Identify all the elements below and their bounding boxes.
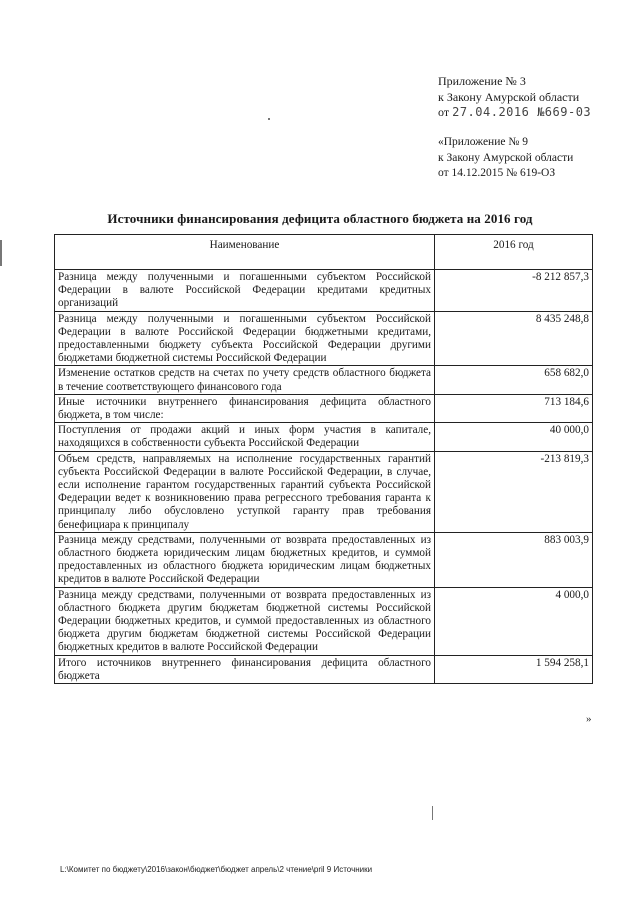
row-value: 4 000,0 [435, 587, 593, 655]
table-row [55, 311, 593, 366]
row-name: Иные источники внутреннего финансирования дефицита областного бюджета, в том числе: [55, 394, 435, 422]
table-row [55, 451, 593, 532]
table-row [55, 394, 593, 422]
row-value: 883 003,9 [435, 532, 593, 587]
appendix-date-line [438, 105, 591, 121]
scan-mark [0, 240, 2, 266]
table-row-total [55, 655, 593, 683]
row-name: Разница между полученными и погашенными субъектом Российской Федерации в валюте Российской Федерации кредитами кредитных организаций [55, 270, 435, 312]
row-name: Разница между полученными и погашенными субъектом Российской Федерации в валюте Российской Федерации бюджетными кредитами, предоставленными бюджету субъекта Российской Федерации другими бюджетами бюджетной системы Российской Федерации [55, 311, 435, 366]
file-path-footer: L:\Комитет по бюджету\2016\закон\бюджет\бюджет апрель\2 чтение\pril 9 Источники [60, 865, 373, 874]
closing-quote: » [586, 713, 592, 725]
table-row [55, 270, 593, 312]
previous-appendix-block [438, 135, 573, 182]
total-row-value: 1 594 258,1 [435, 655, 593, 683]
row-name: Поступления от продажи акций и иных форм участия в капитале, находящихся в собственности субъекта Российской Федерации [55, 423, 435, 451]
row-value: 40 000,0 [435, 423, 593, 451]
row-value: -213 819,3 [435, 451, 593, 532]
row-value: 8 435 248,8 [435, 311, 593, 366]
appendix-number: Приложение № 3 [438, 74, 526, 88]
column-header-year: 2016 год [435, 235, 593, 270]
row-name: Разница между средствами, полученными от возврата предоставленных из областного бюджета юридическим лицам бюджетных кредитов, и суммой предоставленных из областного бюджета юридическим лицам бюджетных кредитов в валюте Российской Федерации [55, 532, 435, 587]
appendix-block [438, 74, 591, 121]
row-name: Разница между средствами, полученными от возврата предоставленных из областного бюджета другим бюджетам бюджетной системы Российской Федерации бюджетных кредитов, и суммой предоставленных из областного бюджета другим бюджетам бюджетной системы Российской Федерации бюджетных кредитов в валюте Российской Федерации [55, 587, 435, 655]
previous-appendix-date: от 14.12.2015 № 619-ОЗ [438, 167, 556, 179]
scan-mark [432, 806, 433, 820]
appendix-law: к Закону Амурской области [438, 89, 580, 104]
table-row [55, 366, 593, 394]
row-value: -8 212 857,3 [435, 270, 593, 312]
document-title: Источники финансирования дефицита областного бюджета на 2016 год [107, 211, 533, 226]
total-row-name: Итого источников внутреннего финансирования дефицита областного бюджета [55, 655, 435, 683]
row-value: 658 682,0 [435, 366, 593, 394]
table-header-row [55, 235, 593, 270]
table-row [55, 423, 593, 451]
table-row [55, 587, 593, 655]
financing-sources-table [54, 234, 593, 684]
row-name: Изменение остатков средств на счетах по учету средств областного бюджета в течение соответствующего финансового года [55, 366, 435, 394]
previous-appendix-law: к Закону Амурской области [438, 151, 574, 164]
row-value: 713 184,6 [435, 394, 593, 422]
row-name: Объем средств, направляемых на исполнение государственных гарантий субъекта Российской Федерации в валюте Российской Федерации, в случае, если исполнение гарантом государственных гарантий субъекта Российской Федерации ведет к возникновению права регрессного требования гаранта к принципалу либо обусловлено уступкой гаранту прав требования бенефициара к принципалу [55, 451, 435, 532]
previous-appendix-number: «Приложение № 9 [438, 136, 528, 148]
table-row [55, 532, 593, 587]
appendix-date-stamp: 27.04.2016 №669-03 [452, 105, 592, 119]
appendix-date-prefix: от [438, 105, 450, 119]
scan-mark [268, 118, 270, 120]
column-header-name: Наименование [55, 235, 435, 270]
